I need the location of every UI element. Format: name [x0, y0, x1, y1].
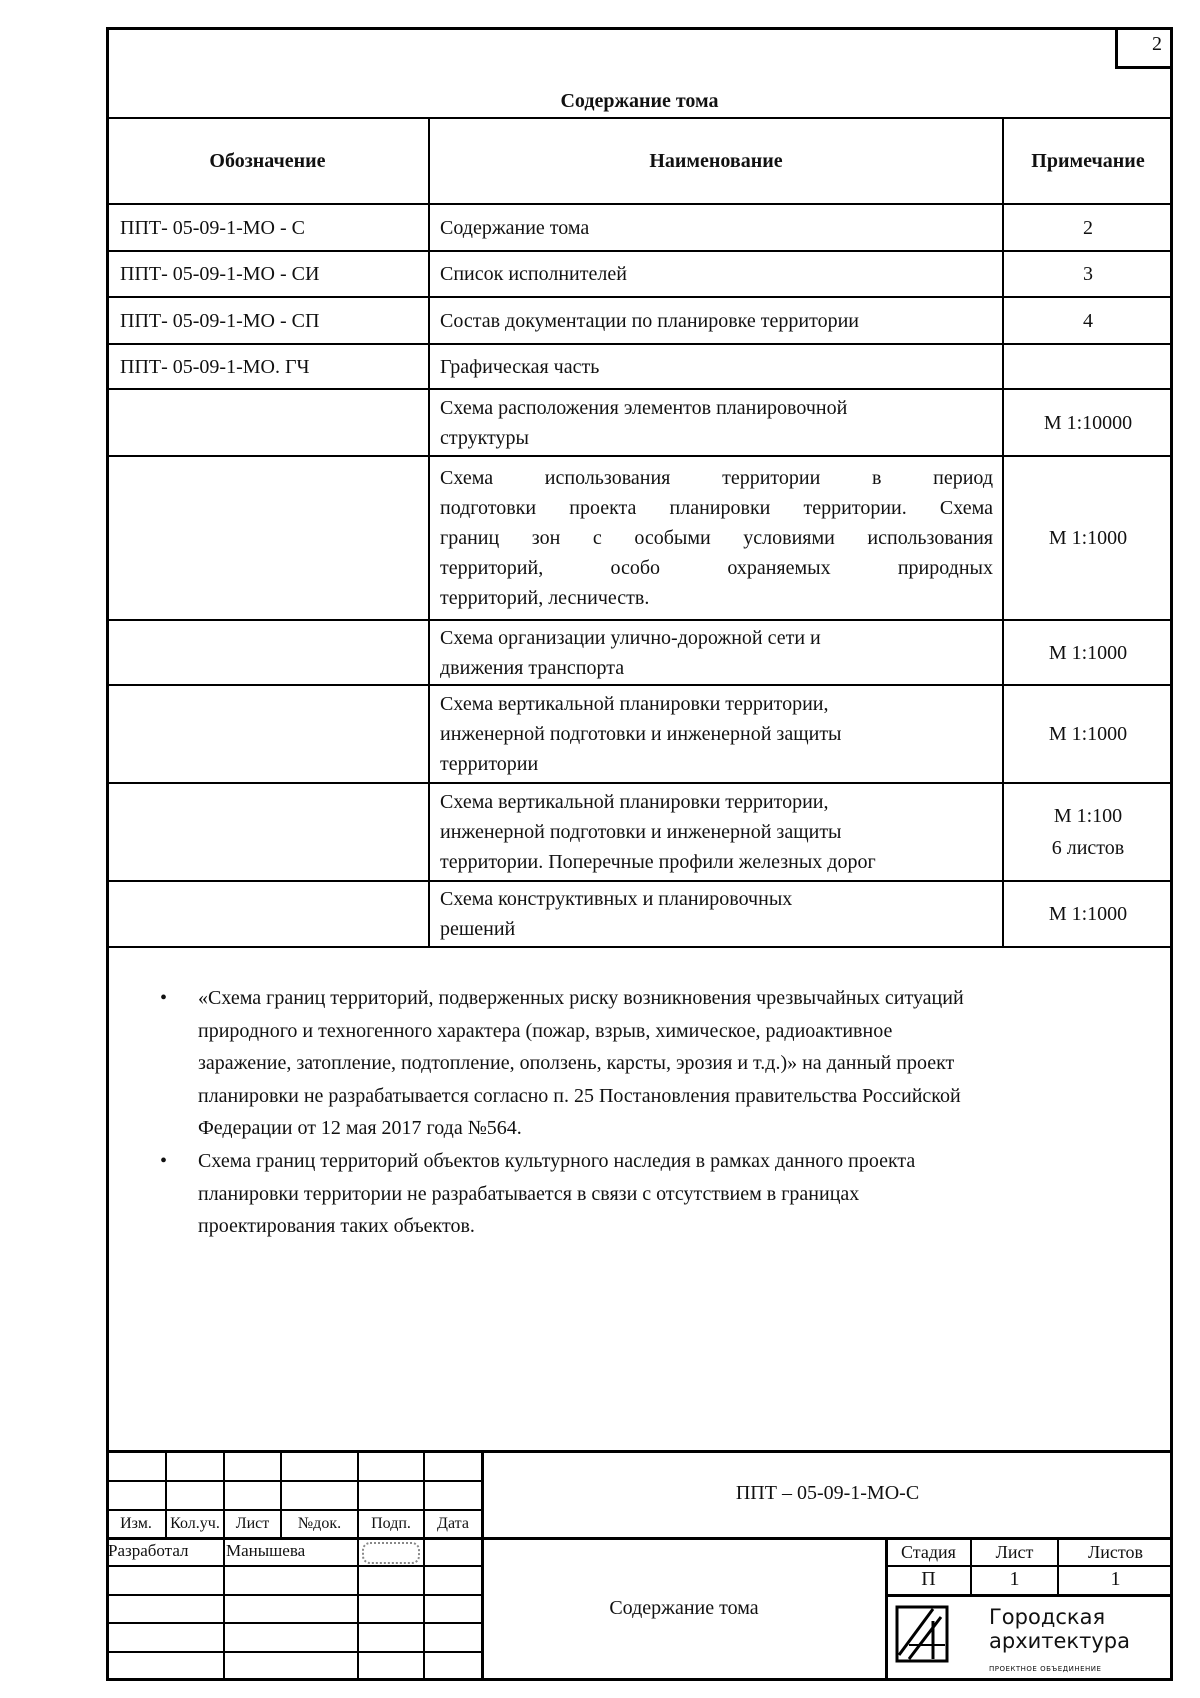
row-name	[429, 344, 1003, 389]
row-name	[429, 685, 1003, 783]
note-line: планировки территории не разрабатывается в связи с отсутствием в границах	[198, 1182, 860, 1205]
stamp-col-header: Изм.	[120, 1515, 152, 1532]
row-note-line: М 1:1000	[1048, 527, 1128, 549]
column-header: Примечание	[1031, 150, 1145, 172]
row-name	[429, 620, 1003, 685]
row-name-line: подготовки проекта планировки территории. Схема	[440, 497, 993, 519]
row-note-line: 4	[1083, 309, 1093, 332]
row-name	[429, 389, 1003, 456]
row-name-line: Схема вертикальной планировки территории,	[440, 791, 829, 813]
document-code: ППТ – 05-09-1-МО-С	[735, 1482, 920, 1504]
stamp-col-header: Кол.уч.	[170, 1515, 220, 1532]
row-name	[429, 297, 1003, 344]
note-line: Схема границ территорий объектов культурного наследия в рамках данного проекта	[198, 1150, 916, 1172]
developer-name: Манышева	[226, 1541, 306, 1560]
row-name-line: Схема вертикальной планировки территории,	[440, 693, 829, 715]
stamp-rule	[106, 1594, 482, 1596]
row-note-line: 6 листов	[1051, 837, 1125, 859]
stamp-rule	[106, 1509, 482, 1511]
document-title: Содержание тома	[609, 1597, 759, 1619]
row-code	[106, 456, 429, 620]
row-code	[106, 344, 429, 389]
stamp-sheet-label: Лист	[995, 1542, 1034, 1562]
row-note	[1003, 251, 1173, 297]
row-note-line: 3	[1083, 263, 1093, 285]
stamp-stage-label: Стадия	[901, 1542, 956, 1562]
stamp-rule	[106, 1450, 1173, 1453]
row-name-line: Схема расположения элементов планировочной	[440, 396, 848, 419]
row-code-text: ППТ- 05-09-1-МО. ГЧ	[120, 355, 310, 378]
row-note	[1003, 620, 1173, 685]
page-title: Содержание тома	[560, 90, 719, 112]
row-name	[429, 783, 1003, 881]
stamp-rule	[886, 1594, 1173, 1597]
stamp-divider	[357, 1451, 359, 1681]
row-name-line: структуры	[440, 426, 529, 449]
stamp-col-header: Подп.	[371, 1515, 411, 1532]
stamp-rule	[106, 1622, 482, 1624]
row-note-line: 2	[1083, 216, 1093, 239]
row-note-line: М 1:1000	[1048, 903, 1128, 925]
bullet-icon: •	[160, 1150, 168, 1172]
row-note-line: М 1:1000	[1048, 641, 1128, 664]
row-name-line: движения транспорта	[440, 656, 625, 679]
row-name-line: инженерной подготовки и инженерной защиты	[440, 723, 842, 745]
developed-label: Разработал	[108, 1541, 189, 1560]
row-note	[1003, 783, 1173, 881]
row-code	[106, 251, 429, 297]
signature-icon	[362, 1542, 420, 1564]
stamp-col-header: №док.	[297, 1515, 342, 1532]
note-line: планировки не разрабатывается согласно п. 25 Постановления правительства Российской	[198, 1084, 961, 1107]
row-name-line: территории	[440, 753, 539, 775]
logo-text-line2: архитектура	[989, 1629, 1130, 1653]
row-code-text: ППТ- 05-09-1-МО - С	[120, 216, 305, 239]
column-header: Обозначение	[209, 150, 326, 172]
stamp-sheet-value: 1	[1009, 1568, 1020, 1590]
row-name-line: инженерной подготовки и инженерной защиты	[440, 821, 842, 843]
stamp-divider	[423, 1451, 425, 1681]
note-line: проектирования таких объектов.	[198, 1215, 475, 1238]
row-note	[1003, 881, 1173, 947]
row-note-line: М 1:10000	[1043, 411, 1133, 434]
stamp-sheets-value: 1	[1110, 1568, 1121, 1590]
logo-mark-icon	[895, 1605, 949, 1663]
row-name-line: решений	[440, 918, 516, 940]
stamp-rule	[482, 1537, 1173, 1540]
row-note	[1003, 204, 1173, 251]
row-name	[429, 456, 1003, 620]
row-note	[1003, 344, 1173, 389]
stamp-rule	[106, 1565, 482, 1567]
row-name-line: Схема использования территории в период	[440, 467, 993, 489]
row-name-line: Схема организации улично-дорожной сети и	[440, 626, 821, 649]
row-code-text: ППТ- 05-09-1-МО - СП	[120, 309, 320, 332]
row-code	[106, 881, 429, 947]
note-line: «Схема границ территорий, подверженных риску возникновения чрезвычайных ситуаций	[198, 987, 964, 1009]
row-code	[106, 297, 429, 344]
row-note	[1003, 456, 1173, 620]
stamp-col-header: Лист	[235, 1515, 270, 1532]
row-name	[429, 881, 1003, 947]
row-name-line: территорий, особо охраняемых природных	[440, 557, 993, 579]
logo-text-line1: Городская	[989, 1605, 1106, 1629]
stamp-stage-value: П	[921, 1568, 936, 1590]
note-line: заражение, затопление, подтопление, оползень, карсты, эрозия и т.д.)» на данный проект	[198, 1052, 955, 1075]
row-note	[1003, 389, 1173, 456]
row-note	[1003, 297, 1173, 344]
bullet-icon: •	[160, 987, 168, 1009]
row-name-line: Графическая часть	[440, 355, 600, 378]
row-code	[106, 783, 429, 881]
row-name	[429, 251, 1003, 297]
row-code-text: ППТ- 05-09-1-МО - СИ	[120, 263, 320, 285]
row-code	[106, 204, 429, 251]
column-header: Наименование	[649, 150, 783, 172]
row-name-line: территории. Поперечные профили железных дорог	[440, 851, 876, 873]
stamp-rule	[886, 1565, 1173, 1567]
table-rule	[106, 117, 1173, 119]
row-note	[1003, 685, 1173, 783]
row-name-line: границ зон с особыми условиями использования	[440, 527, 993, 549]
stamp-rule	[106, 1480, 482, 1482]
row-code	[106, 620, 429, 685]
company-logo	[895, 1603, 1165, 1677]
page-number-box: 2	[1115, 27, 1173, 69]
stamp-rule	[106, 1651, 482, 1653]
row-name	[429, 204, 1003, 251]
stamp-sheets-label: Листов	[1088, 1542, 1143, 1562]
row-note-line: М 1:100	[1053, 805, 1123, 827]
row-name-line: Содержание тома	[440, 216, 590, 239]
row-code	[106, 685, 429, 783]
row-name-line: Список исполнителей	[440, 263, 627, 285]
note-line: Федерации от 12 мая 2017 года №564.	[198, 1117, 522, 1140]
logo-subtitle: ПРОЕКТНОЕ ОБЪЕДИНЕНИЕ	[989, 1665, 1102, 1673]
stamp-col-header: Дата	[437, 1515, 469, 1532]
row-note-line: М 1:1000	[1048, 723, 1128, 745]
row-name-line: Состав документации по планировке территории	[440, 309, 859, 332]
row-name-line: территорий, лесничеств.	[440, 587, 650, 609]
stamp-divider	[223, 1451, 225, 1681]
row-name-line: Схема конструктивных и планировочных	[440, 888, 793, 910]
stamp-rule	[106, 1537, 482, 1540]
note-line: природного и техногенного характера (пожар, взрыв, химическое, радиоактивное	[198, 1019, 893, 1042]
row-code	[106, 389, 429, 456]
